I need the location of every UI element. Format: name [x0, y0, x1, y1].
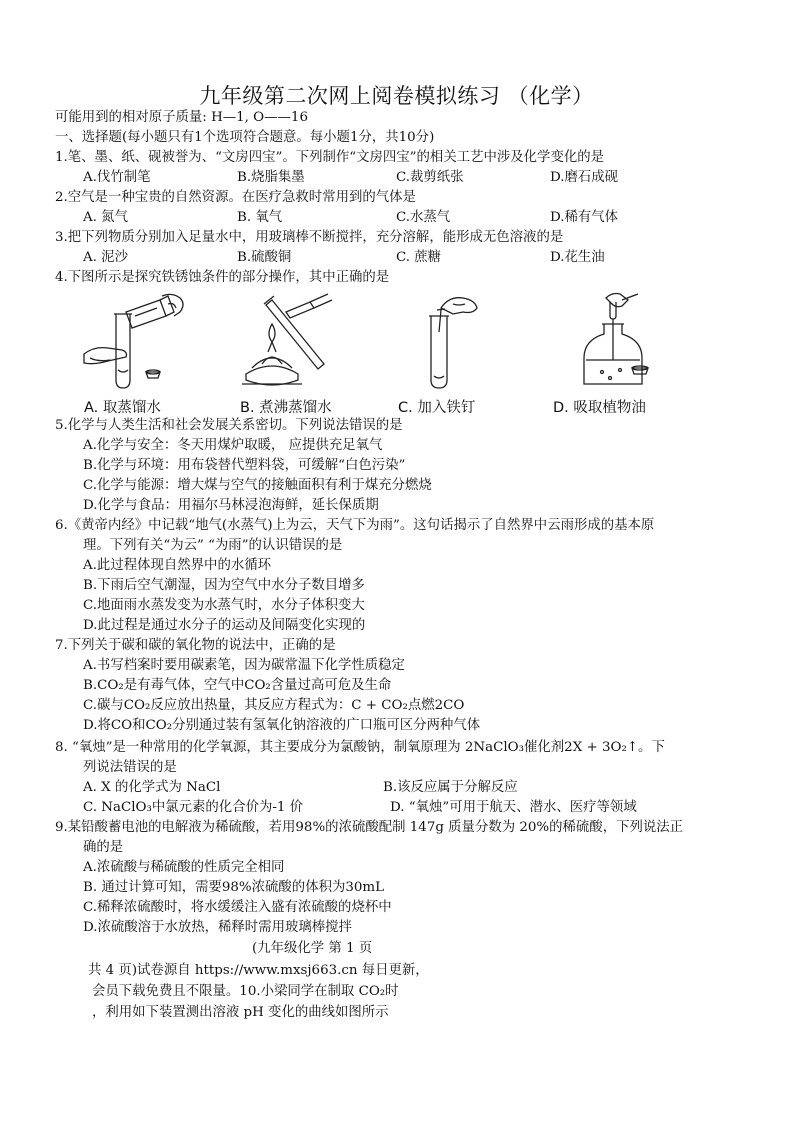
question-1-stem: 1.笔、墨、纸、砚被誉为、“文房四宝”。下列制作“文房四宝”的相关工艺中涉及化学变化的是: [55, 150, 604, 165]
q9-option-a: A.浓硫酸与稀硫酸的性质完全相同: [83, 860, 285, 875]
atomic-mass-note: 可能用到的相对原子质量: H—1, O——16: [55, 110, 308, 125]
figure-caption-c: C. 加入铁钉: [398, 400, 476, 416]
question-2-stem: 2.空气是一种宝贵的自然资源。在医疗急救时常用到的气体是: [55, 190, 416, 205]
page-footer: (九年级化学 第 1 页: [252, 941, 373, 956]
q2-option-b: B. 氧气: [237, 210, 283, 225]
q8-option-d: D. “氧烛”可用于航天、潜水、医疗等领域: [390, 800, 637, 815]
q7-option-a: A.书写档案时要用碳素笔，因为碳常温下化学性质稳定: [83, 658, 405, 673]
q9-option-b: B. 通过计算可知，需要98%浓硫酸的体积为30mL: [83, 880, 384, 895]
q6-option-d: D.此过程是通过水分子的运动及间隔变化实现的: [83, 618, 366, 633]
q9-option-d: D.浓硫酸溶于水放热，稀释时需用玻璃棒搅拌: [83, 920, 352, 935]
q5-option-b: B.化学与环境：用布袋替代塑料袋，可缓解“白色污染”: [83, 458, 406, 473]
figure-caption-a: A. 取蒸馏水: [84, 400, 161, 416]
q1-option-d: D.磨石成砚: [550, 170, 619, 185]
figure-c-add-nail: [413, 292, 483, 392]
q3-option-c: C. 蔗糖: [396, 250, 442, 265]
q8-option-a: A. X 的化学式为 NaCl: [83, 780, 221, 795]
q8-option-c: C. NaClO₃中氯元素的化合价为-1 价: [83, 800, 304, 815]
source-note-line1: 共 4 页)试卷源自 https://www.mxsj663.cn 每日更新，: [88, 963, 429, 978]
question-8-stem-line1: 8. “氧烛”是一种常用的化学氧源，其主要成分为氯酸钠，制氧原理为 2NaClO₃催化剂2X + 3O₂↑。下: [55, 740, 665, 755]
q1-option-c: C.裁剪纸张: [396, 170, 464, 185]
page-title: 九年级第二次网上阅卷模拟练习 （化学）: [199, 84, 594, 108]
q7-option-d: D.将CO和CO₂分别通过装有氢氧化钠溶液的广口瓶可区分两种气体: [83, 718, 481, 733]
q6-option-a: A.此过程体现自然界中的水循环: [83, 558, 272, 573]
question-4-stem: 4.下图所示是探究铁锈蚀条件的部分操作，其中正确的是: [55, 270, 390, 285]
question-3-stem: 3.把下列物质分别加入足量水中，用玻璃棒不断搅拌，充分溶解，能形成无色溶液的是: [55, 230, 564, 245]
q2-option-c: C.水蒸气: [396, 210, 451, 225]
q7-option-b: B.CO₂是有毒气体，空气中CO₂含量过高可危及生命: [83, 678, 392, 693]
q1-option-a: A.伐竹制笔: [83, 170, 151, 185]
q5-option-a: A.化学与安全：冬天用煤炉取暖， 应提供充足氧气: [83, 438, 383, 453]
section-heading: 一、选择题(每小题只有1个选项符合题意。每小题1分，共10分): [55, 130, 435, 145]
question-6-stem-line1: 6.《黄帝内经》中记载“地气(水蒸气)上为云，天气下为雨”。这句话揭示了自然界中云雨形成的基本原: [55, 518, 655, 533]
q6-option-c: C.地面雨水蒸发变为水蒸气时，水分子体积变大: [83, 598, 365, 613]
q5-option-d: D.化学与食品：用福尔马林浸泡海鲜，延长保质期: [83, 498, 379, 513]
q3-option-d: D.花生油: [550, 250, 605, 265]
figure-caption-b: B. 煮沸蒸馏水: [240, 400, 332, 416]
q5-option-c: C.化学与能源：增大煤与空气的接触面积有利于煤充分燃烧: [83, 478, 432, 493]
question-8-stem-line2: 列说法错误的是: [83, 760, 177, 775]
figure-a-pour-water: [80, 292, 190, 392]
q2-option-a: A. 氮气: [83, 210, 128, 225]
q7-option-c: C.碳与CO₂反应放出热量，其反应方程式为：C + CO₂点燃2CO: [83, 698, 465, 713]
q3-option-a: A. 泥沙: [83, 250, 128, 265]
q6-option-b: B.下雨后空气潮湿，因为空气中水分子数目增多: [83, 578, 365, 593]
question-7-stem: 7.下列关于碳和碳的氧化物的说法中，正确的是: [55, 638, 336, 653]
q1-option-b: B.烧脂集墨: [237, 170, 305, 185]
source-note-line2: 会员下载免费且不限量。10.小梁同学在制取 CO₂时: [92, 984, 399, 999]
question-6-stem-line2: 理。下列有关“为云” “为雨”的认识错误的是: [83, 538, 343, 553]
figure-b-boil-water: [232, 290, 347, 392]
q9-option-c: C.稀释浓硫酸时，将水缓缓注入盛有浓硫酸的烧杯中: [83, 900, 392, 915]
question-10-stem: ，利用如下装置测出溶液 pH 变化的曲线如图所示: [92, 1005, 389, 1020]
question-9-stem-line1: 9.某铅酸蓄电池的电解液为稀硫酸，若用98%的浓硫酸配制 147g 质量分数为 20%的稀硫酸，下列说法正: [55, 820, 684, 835]
figure-d-dropper: [572, 290, 662, 392]
q3-option-b: B.硫酸铜: [237, 250, 292, 265]
figure-caption-d: D. 吸取植物油: [553, 400, 646, 416]
q2-option-d: D.稀有气体: [550, 210, 619, 225]
question-9-stem-line2: 确的是: [83, 840, 124, 855]
q8-option-b: B.该反应属于分解反应: [383, 780, 518, 795]
question-5-stem: 5.化学与人类生活和社会发展关系密切。下列说法错误的是: [55, 418, 403, 433]
